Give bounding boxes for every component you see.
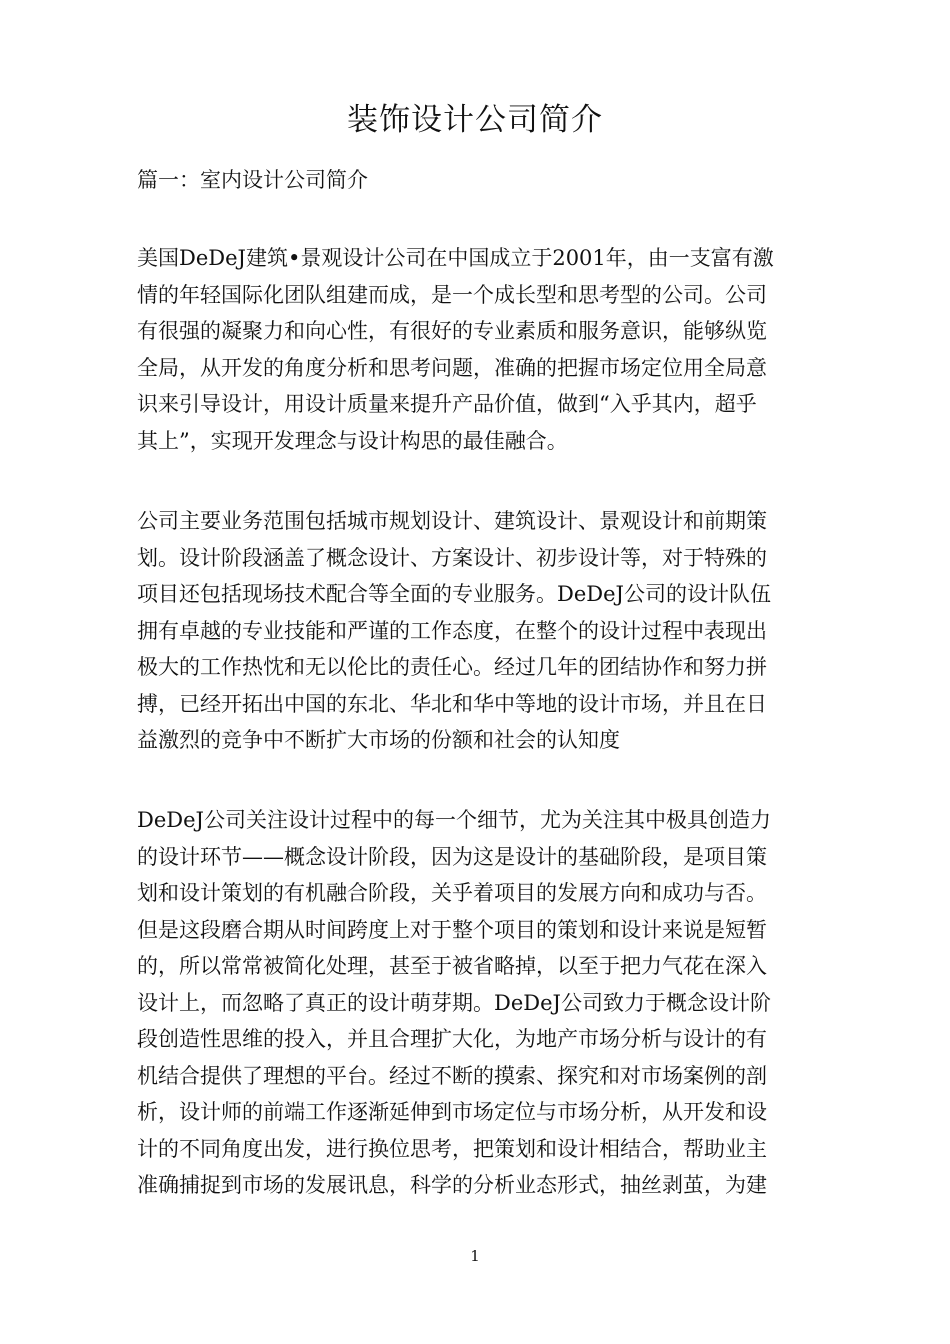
paragraph-line: 全局，从开发的角度分析和思考问题，准确的把握市场定位用全局意 bbox=[137, 355, 767, 380]
paragraph-line: 极大的工作热忱和无以伦比的责任心。经过几年的团结协作和努力拼 bbox=[137, 655, 767, 679]
paragraph-line: 搏，已经开拓出中国的东北、华北和华中等地的设计市场，并且在日 bbox=[137, 691, 767, 716]
paragraph-line: 拥有卓越的专业技能和严谨的工作态度，在整个的设计过程中表现出 bbox=[137, 618, 767, 643]
paragraph-line: 情的年轻国际化团队组建而成，是一个成长型和思考型的公司。公司 bbox=[137, 282, 767, 307]
paragraph-line: 识来引导设计，用设计质量来提升产品价值，做到“入乎其内，超乎 bbox=[137, 392, 757, 416]
paragraph-line: 益激烈的竞争中不断扩大市场的份额和社会的认知度 bbox=[137, 728, 620, 752]
paragraph-1 bbox=[137, 240, 817, 459]
section-heading: 篇一：室内设计公司简介 bbox=[137, 168, 368, 192]
paragraph-line: 析，设计师的前端工作逐渐延伸到市场定位与市场分析，从开发和设 bbox=[137, 1100, 767, 1124]
paragraph-line: 有很强的凝聚力和向心性，有很好的专业素质和服务意识，能够纵览 bbox=[137, 319, 767, 343]
paragraph-line: 美国DeDeJ建筑•景观设计公司在中国成立于2001年，由一支富有激 bbox=[137, 246, 774, 270]
document-title: 装饰设计公司简介 bbox=[347, 102, 603, 138]
paragraph-line: 划和设计策划的有机融合阶段，关乎着项目的发展方向和成功与否。 bbox=[137, 881, 767, 905]
page-number: 1 bbox=[470, 1247, 480, 1265]
paragraph-line: 划。设计阶段涵盖了概念设计、方案设计、初步设计等，对于特殊的 bbox=[137, 545, 767, 570]
paragraph-line: 的设计环节——概念设计阶段，因为这是设计的基础阶段，是项目策 bbox=[137, 844, 767, 869]
paragraph-line: DeDeJ公司关注设计过程中的每一个细节，尤为关注其中极具创造力 bbox=[137, 808, 771, 832]
paragraph-3 bbox=[137, 802, 817, 1204]
paragraph-line: 其上”，实现开发理念与设计构思的最佳融合。 bbox=[137, 428, 568, 453]
paragraph-2 bbox=[137, 503, 817, 759]
paragraph-line: 项目还包括现场技术配合等全面的专业服务。DeDeJ公司的设计队伍 bbox=[137, 582, 771, 606]
paragraph-line: 段创造性思维的投入，并且合理扩大化，为地产市场分析与设计的有 bbox=[137, 1027, 767, 1051]
paragraph-line: 公司主要业务范围包括城市规划设计、建筑设计、景观设计和前期策 bbox=[137, 509, 767, 533]
paragraph-line: 但是这段磨合期从时间跨度上对于整个项目的策划和设计来说是短暂 bbox=[137, 917, 767, 942]
paragraph-line: 的，所以常常被简化处理，甚至于被省略掉，以至于把力气花在深入 bbox=[137, 954, 767, 978]
paragraph-line: 机结合提供了理想的平台。经过不断的摸索、探究和对市场案例的剖 bbox=[137, 1063, 767, 1088]
paragraph-line: 计的不同角度出发，进行换位思考，把策划和设计相结合，帮助业主 bbox=[137, 1136, 767, 1161]
paragraph-line: 设计上，而忽略了真正的设计萌芽期。DeDeJ公司致力于概念设计阶 bbox=[137, 990, 771, 1015]
paragraph-line: 准确捕捉到市场的发展讯息，科学的分析业态形式，抽丝剥茧，为建 bbox=[137, 1173, 767, 1197]
